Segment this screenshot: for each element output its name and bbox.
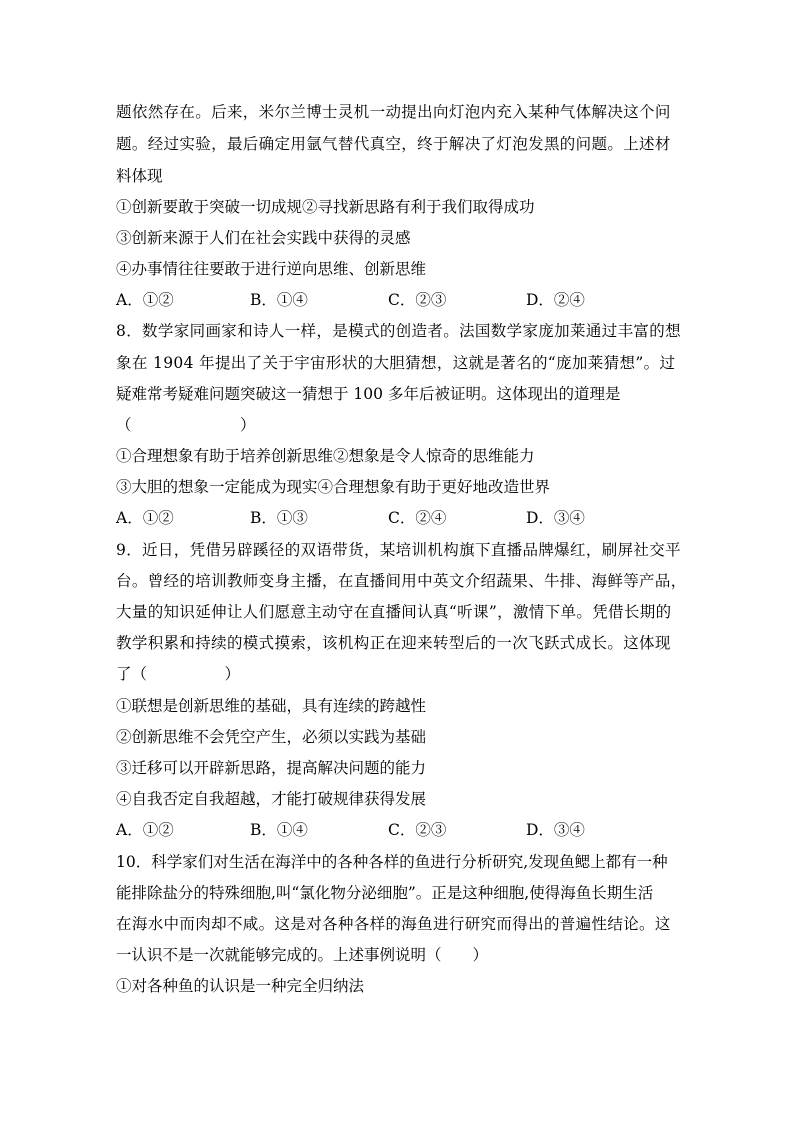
q9-line-4: 教学积累和持续的模式摸索，该机构正在迎来转型后的一次飞跃式成长。这体现 [116, 634, 671, 652]
q9-statement-3: ③迁移可以开辟新思路，提高解决问题的能力 [116, 759, 427, 777]
q7-line-1: 题依然存在。后来，米尔兰博士灵机一动提出向灯泡内充入某种气体解决这个问 [116, 103, 671, 121]
q7-statement-3: ④办事情往往要敢于进行逆向思维、创新思维 [116, 260, 427, 278]
q9-line-2: 台。曾经的培训教师变身主播，在直播间用中英文介绍蔬果、牛排、海鲜等产品， [116, 572, 687, 590]
q8-option-d: D．③④ [526, 509, 585, 527]
q9-statement-1: ①联想是创新思维的基础，具有连续的跨越性 [116, 697, 427, 715]
q7-line-3: 料体现 [116, 167, 163, 185]
q8-line-2: 象在 1904 年提出了关于宇宙形状的大胆猜想，这就是著名的“庞加莱猜想”。过 [116, 354, 676, 372]
q8-option-c: C．②④ [388, 509, 447, 527]
q7-option-c: C．②③ [388, 291, 447, 309]
q10-line-2: 能排除盐分的特殊细胞,叫“氯化物分泌细胞”。正是这种细胞,使得海鱼长期生活 [116, 884, 654, 902]
q8-option-a: A．①② [116, 509, 174, 527]
q10-statement-1: ①对各种鱼的认识是一种完全归纳法 [116, 977, 365, 995]
q7-statement-2: ③创新来源于人们在社会实践中获得的灵感 [116, 229, 411, 247]
q8-statement-1: ①合理想象有助于培养创新思维②想象是令人惊奇的思维能力 [116, 447, 535, 465]
q7-option-d: D．②④ [526, 291, 585, 309]
q7-option-b: B．①④ [250, 291, 308, 309]
q8-answer-blank: （ ） [116, 416, 256, 434]
q7-statement-1: ①创新要敢于突破一切成规②寻找新思路有利于我们取得成功 [116, 198, 535, 216]
q9-option-c: C．②③ [388, 821, 447, 839]
q9-line-3: 大量的知识延伸让人们愿意主动守在直播间认真“听课”，激情下单。凭借长期的 [116, 603, 672, 621]
q10-line-3: 在海水中而肉却不咸。这是对各种各样的海鱼进行研究而得出的普遍性结论。这 [116, 915, 671, 933]
q10-line-1: 10．科学家们对生活在海洋中的各种各样的鱼进行分析研究,发现鱼鳃上都有一种 [116, 853, 668, 871]
q7-options [116, 290, 676, 310]
q9-statement-4: ④自我否定自我超越，才能打破规律获得发展 [116, 790, 427, 808]
q8-line-1: 8．数学家同画家和诗人一样，是模式的创造者。法国数学家庞加莱通过丰富的想 [116, 322, 681, 340]
q8-options [116, 508, 676, 528]
q9-option-a: A．①② [116, 821, 174, 839]
q9-options [116, 820, 676, 840]
q9-option-b: B．①④ [250, 821, 308, 839]
q10-line-4: 一认识不是一次就能够完成的。上述事例说明（ ） [116, 946, 489, 964]
q7-line-2: 题。经过实验，最后确定用氩气替代真空，终于解决了灯泡发黑的问题。上述材 [116, 135, 671, 153]
q8-statement-2: ③大胆的想象一定能成为现实④合理想象有助于更好地改造世界 [116, 478, 551, 496]
q9-option-d: D．③④ [526, 821, 585, 839]
q9-line-5: 了（ ） [116, 665, 241, 683]
q9-line-1: 9．近日，凭借另辟蹊径的双语带货，某培训机构旗下直播品牌爆红，刷屏社交平 [116, 541, 681, 559]
q8-option-b: B．①③ [250, 509, 308, 527]
q9-statement-2: ②创新思维不会凭空产生，必须以实践为基础 [116, 728, 427, 746]
q8-line-3: 疑难常考疑难问题突破这一猜想于 100 多年后被证明。这体现出的道理是 [116, 385, 621, 403]
q7-option-a: A．①② [116, 291, 174, 309]
